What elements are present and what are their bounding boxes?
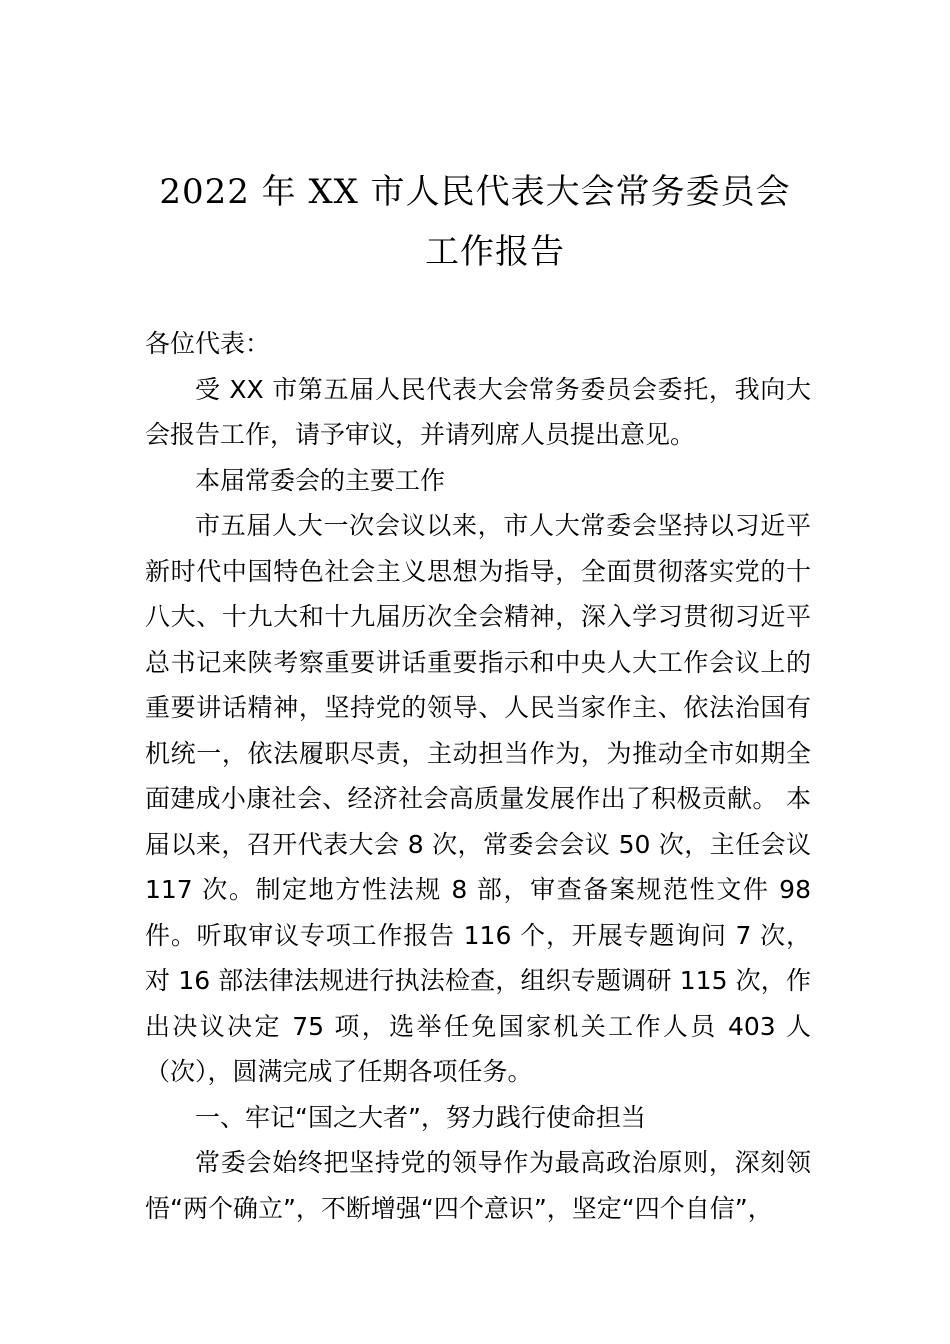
section-heading-1: 一、牢记“国之大者”，努力践行使命担当 bbox=[195, 1102, 646, 1132]
section-heading-main-work: 本届常委会的主要工作 bbox=[195, 465, 446, 495]
paragraph-summary: 市五届人大一次会议以来，市人大常委会坚持以习近平新时代中国特色社会主义思想为指导，全面贯彻落实党的十八大、十九大和十九届历次全会精神，深入学习贯彻习近平总书记来陕考察重要讲话重要指示和中央人大工作会议上的重要讲话精神，坚持党的领导、人民当家作主、依法治国有机统一，依法履职尽责，主动担当作为，为推动全市如期全面建成小康社会、经济社会高质量发展作出了积极贡献。 本届以来，召开代表大会 8 次，常委会会议 50 次，主任会议 117 次。制定地方性法规 8 部，审查备案规范性文件 98 件。听取审议专项工作报告 116 个，开展专题询问 7 次，对 16 部法律法规进行执法检查，组织专题调研 115 次，作出决议决定 75 项，选举任免国家机关工作人员 403 人（次），圆满完成了任期各项任务。 bbox=[145, 511, 811, 1086]
title-line-1: 2022 年 XX 市人民代表大会常务委员会 bbox=[159, 172, 791, 212]
paragraph-section-1: 常委会始终把坚持党的领导作为最高政治原则，深刻领悟“两个确立”，不断增强“四个意识”，坚定“四个自信”， bbox=[145, 1148, 811, 1223]
paragraph-intro: 受 XX 市第五届人民代表大会常务委员会委托，我向大会报告工作，请予审议，并请列席人员提出意见。 bbox=[145, 374, 811, 449]
salutation: 各位代表： bbox=[145, 329, 271, 358]
title-line-2: 工作报告 bbox=[425, 232, 565, 272]
document-title bbox=[0, 162, 950, 282]
document-body bbox=[145, 321, 811, 1231]
